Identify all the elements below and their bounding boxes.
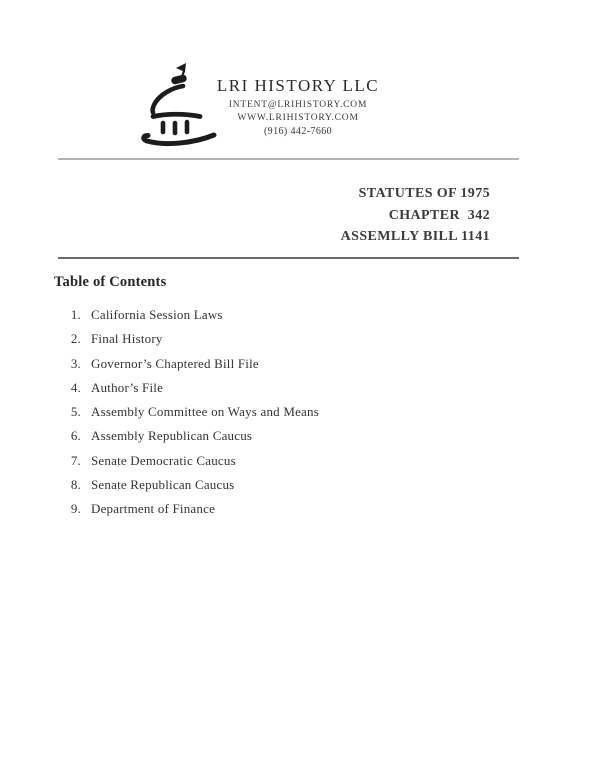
- toc-item-label: Author’s File: [91, 379, 164, 395]
- company-phone: (916) 442-7660: [263, 126, 333, 137]
- divider-top: [58, 158, 519, 160]
- toc-item-number: 9.: [70, 501, 81, 517]
- toc-item-number: 8.: [70, 477, 81, 493]
- toc-item-label: Senate Republican Caucus: [91, 477, 235, 493]
- toc-item: [66, 331, 319, 347]
- toc-item-label: Assembly Committee on Ways and Means: [91, 404, 319, 420]
- toc-item-number: 7.: [70, 452, 81, 468]
- statutes-line: STATUTES OF 1975: [358, 186, 490, 201]
- toc-item: [66, 428, 319, 444]
- toc-list: [66, 307, 319, 526]
- toc-item-label: Department of Finance: [91, 501, 216, 517]
- toc-heading: Table of Contents: [54, 274, 167, 290]
- toc-item: [66, 477, 319, 493]
- toc-item: [66, 404, 319, 420]
- toc-item-number: 4.: [70, 379, 81, 395]
- toc-item-number: 3.: [70, 355, 81, 371]
- toc-item: [66, 307, 319, 323]
- statute-reference-block: [341, 183, 490, 248]
- toc-item: [66, 453, 319, 469]
- toc-item: [66, 380, 319, 396]
- toc-item-number: 5.: [70, 404, 81, 420]
- company-website: WWW.LRIHISTORY.COM: [237, 113, 359, 123]
- toc-item: [66, 501, 319, 517]
- toc-item-number: 1.: [70, 307, 81, 322]
- toc-item: [66, 356, 319, 372]
- toc-item-number: 6.: [70, 428, 81, 444]
- toc-item-label: Final History: [91, 331, 163, 347]
- company-email: INTENT@LRIHISTORY.COM: [228, 100, 368, 110]
- letterhead: [198, 76, 398, 138]
- toc-item-label: California Session Laws: [91, 307, 223, 322]
- assembly-bill-line: ASSEMLLY BILL 1141: [340, 229, 490, 244]
- company-name: LRI HISTORY LLC: [216, 76, 380, 95]
- toc-item-label: Governor’s Chaptered Bill File: [91, 355, 259, 371]
- toc-item-label: Senate Democratic Caucus: [91, 452, 236, 468]
- toc-item-label: Assembly Republican Caucus: [91, 428, 253, 444]
- divider-middle: [58, 257, 519, 259]
- chapter-line: CHAPTER 342: [388, 207, 490, 223]
- toc-item-number: 2.: [70, 331, 81, 347]
